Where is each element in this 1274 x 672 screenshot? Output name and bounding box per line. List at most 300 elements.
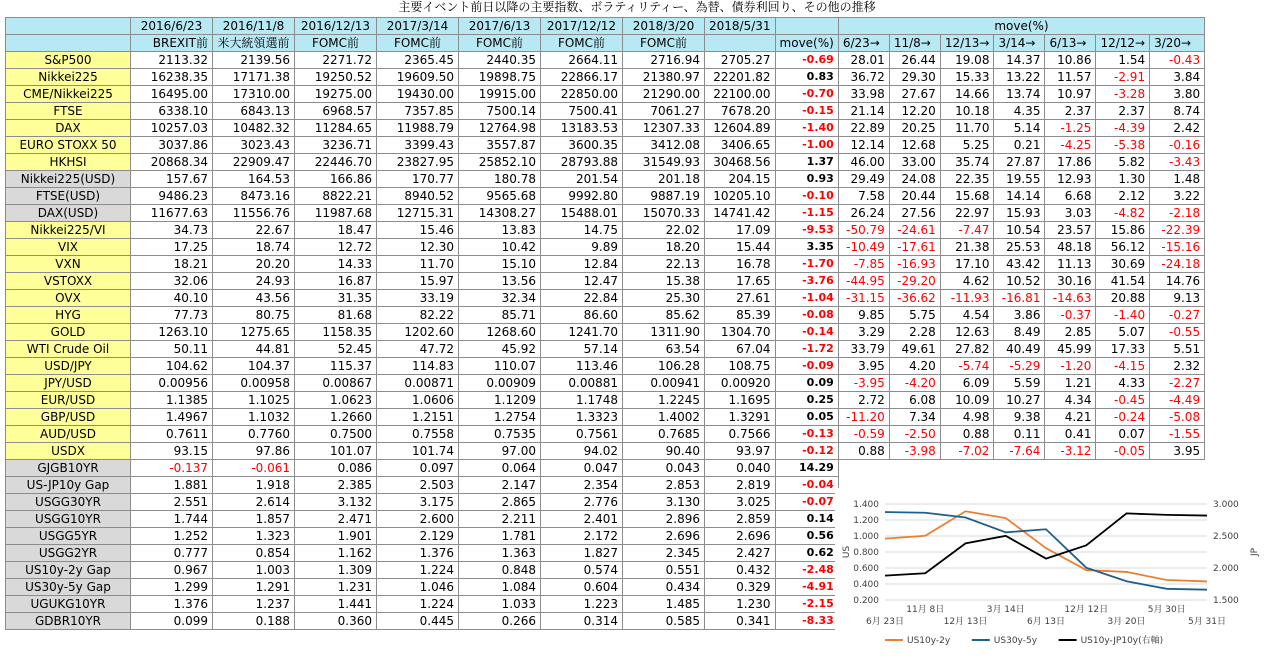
change-cell: -2.50: [889, 426, 940, 443]
value-cell: 19915.00: [459, 86, 541, 103]
value-cell: 7500.41: [541, 103, 623, 120]
change-cell: -1.20: [1045, 358, 1096, 375]
move-cell: 0.14: [775, 511, 838, 528]
value-cell: 22446.70: [295, 154, 377, 171]
change-cell: 12.20: [889, 103, 940, 120]
value-cell: 25852.10: [459, 154, 541, 171]
value-cell: 1.1748: [541, 392, 623, 409]
value-cell: 14308.27: [459, 205, 541, 222]
move-cell: 0.83: [775, 69, 838, 86]
value-cell: 1.2245: [623, 392, 705, 409]
y-left-tick-label: 0.200: [853, 596, 879, 606]
value-cell: 30468.56: [705, 154, 776, 171]
value-cell: 22100.00: [705, 86, 776, 103]
value-cell: 8822.21: [295, 188, 377, 205]
change-cell: 4.98: [940, 409, 994, 426]
change-cell: -0.37: [1045, 307, 1096, 324]
value-cell: 1.1025: [213, 392, 295, 409]
event-header: BREXIT前: [131, 35, 213, 52]
change-cell: 3.86: [994, 307, 1045, 324]
value-cell: 93.15: [131, 443, 213, 460]
value-cell: 0.00920: [705, 375, 776, 392]
row-label: OVX: [6, 290, 131, 307]
move-cell: -2.48: [775, 562, 838, 579]
event-header: FOMC前: [623, 35, 705, 52]
value-cell: 1.1385: [131, 392, 213, 409]
value-cell: 104.62: [131, 358, 213, 375]
change-cell: -36.62: [889, 290, 940, 307]
value-cell: 0.7685: [623, 426, 705, 443]
table-row: [6, 137, 1205, 154]
value-cell: 0.00871: [377, 375, 459, 392]
change-cell: 3.80: [1150, 86, 1205, 103]
change-cell: -10.49: [838, 239, 889, 256]
move-cell: -1.00: [775, 137, 838, 154]
value-cell: 0.040: [705, 460, 776, 477]
y-left-tick-label: 1.400: [853, 500, 879, 510]
value-cell: 1304.70: [705, 324, 776, 341]
value-cell: 86.60: [541, 307, 623, 324]
value-cell: 22201.82: [705, 69, 776, 86]
move-col-header: 12/13→: [940, 35, 994, 52]
value-cell: 0.047: [541, 460, 623, 477]
change-cell: 2.28: [889, 324, 940, 341]
value-cell: 1.4002: [623, 409, 705, 426]
change-cell: -3.95: [838, 375, 889, 392]
value-cell: 15.46: [377, 222, 459, 239]
value-cell: 57.14: [541, 341, 623, 358]
value-cell: 21290.00: [623, 86, 705, 103]
change-cell: 11.70: [940, 120, 994, 137]
value-cell: 3406.65: [705, 137, 776, 154]
value-cell: 47.72: [377, 341, 459, 358]
corner-cell: [6, 35, 131, 52]
value-cell: 15.97: [377, 273, 459, 290]
value-cell: 2.345: [623, 545, 705, 562]
value-cell: 32.34: [459, 290, 541, 307]
value-cell: 11987.68: [295, 205, 377, 222]
change-cell: -5.74: [940, 358, 994, 375]
change-cell: 40.49: [994, 341, 1045, 358]
value-cell: 63.54: [623, 341, 705, 358]
value-cell: 18.74: [213, 239, 295, 256]
table-row: [6, 86, 1205, 103]
change-cell: 2.37: [1045, 103, 1096, 120]
change-cell: 0.41: [1045, 426, 1096, 443]
series-line: [885, 511, 1207, 581]
value-cell: 2365.45: [377, 52, 459, 69]
table-row: [6, 324, 1205, 341]
value-cell: 1.224: [377, 562, 459, 579]
change-cell: 33.98: [838, 86, 889, 103]
value-cell: 80.75: [213, 307, 295, 324]
value-cell: 166.86: [295, 171, 377, 188]
value-cell: 1.2660: [295, 409, 377, 426]
row-label: EURO STOXX 50: [6, 137, 131, 154]
change-cell: 22.35: [940, 171, 994, 188]
value-cell: 15488.01: [541, 205, 623, 222]
x-tick-label: 6月 13日: [1026, 617, 1066, 627]
change-cell: 9.85: [838, 307, 889, 324]
event-header: FOMC前: [541, 35, 623, 52]
value-cell: 22850.00: [541, 86, 623, 103]
table-row: [6, 239, 1205, 256]
row-label: DAX: [6, 120, 131, 137]
change-cell: 4.34: [1045, 392, 1096, 409]
value-cell: 0.00867: [295, 375, 377, 392]
move-cell: -0.15: [775, 103, 838, 120]
value-cell: 22.84: [541, 290, 623, 307]
value-cell: 0.266: [459, 613, 541, 630]
value-cell: 1.1209: [459, 392, 541, 409]
y-right-tick-label: 2.500: [1213, 532, 1239, 542]
value-cell: 1.3323: [541, 409, 623, 426]
value-cell: 164.53: [213, 171, 295, 188]
value-cell: 2.819: [705, 477, 776, 494]
value-cell: 50.11: [131, 341, 213, 358]
change-cell: 56.12: [1096, 239, 1150, 256]
value-cell: 2139.56: [213, 52, 295, 69]
value-cell: 1.309: [295, 562, 377, 579]
move-cell: -9.53: [775, 222, 838, 239]
value-cell: 97.00: [459, 443, 541, 460]
change-cell: 49.61: [889, 341, 940, 358]
table-row: [6, 103, 1205, 120]
change-cell: 0.88: [838, 443, 889, 460]
change-cell: 5.82: [1096, 154, 1150, 171]
value-cell: 1.2754: [459, 409, 541, 426]
value-cell: 1158.35: [295, 324, 377, 341]
value-cell: 12.47: [541, 273, 623, 290]
change-cell: 43.42: [994, 256, 1045, 273]
value-cell: 113.46: [541, 358, 623, 375]
value-cell: 14.75: [541, 222, 623, 239]
change-cell: -2.91: [1096, 69, 1150, 86]
row-label: EUR/USD: [6, 392, 131, 409]
row-label: VIX: [6, 239, 131, 256]
value-cell: 22909.47: [213, 154, 295, 171]
value-cell: 0.604: [541, 579, 623, 596]
change-cell: 14.66: [940, 86, 994, 103]
change-cell: 12.93: [1045, 171, 1096, 188]
row-label: USGG2YR: [6, 545, 131, 562]
value-cell: 12307.33: [623, 120, 705, 137]
row-label: US30y-5y Gap: [6, 579, 131, 596]
change-cell: -15.16: [1150, 239, 1205, 256]
change-cell: 12.14: [838, 137, 889, 154]
change-cell: 0.21: [994, 137, 1045, 154]
value-cell: 12764.98: [459, 120, 541, 137]
value-cell: 45.92: [459, 341, 541, 358]
change-cell: 4.33: [1096, 375, 1150, 392]
value-cell: 1275.65: [213, 324, 295, 341]
value-cell: 2.354: [541, 477, 623, 494]
change-cell: -29.20: [889, 273, 940, 290]
value-cell: 19250.52: [295, 69, 377, 86]
y-right-axis-label: JP: [1250, 547, 1260, 557]
change-cell: 15.86: [1096, 222, 1150, 239]
value-cell: 201.18: [623, 171, 705, 188]
empty-cell: [838, 460, 889, 477]
change-cell: -3.43: [1150, 154, 1205, 171]
value-cell: 1.485: [623, 596, 705, 613]
change-cell: -0.05: [1096, 443, 1150, 460]
move-col-header: 6/23→: [838, 35, 889, 52]
value-cell: 3399.43: [377, 137, 459, 154]
value-cell: 0.314: [541, 613, 623, 630]
value-cell: 11284.65: [295, 120, 377, 137]
change-cell: 33.79: [838, 341, 889, 358]
move-cell: -0.69: [775, 52, 838, 69]
change-cell: -4.39: [1096, 120, 1150, 137]
value-cell: 1311.90: [623, 324, 705, 341]
value-cell: 2.776: [541, 494, 623, 511]
change-cell: 7.34: [889, 409, 940, 426]
value-cell: 12.30: [377, 239, 459, 256]
move-cell: -0.14: [775, 324, 838, 341]
value-cell: 1.084: [459, 579, 541, 596]
change-cell: 10.54: [994, 222, 1045, 239]
row-label: USDX: [6, 443, 131, 460]
value-cell: 0.329: [705, 579, 776, 596]
change-cell: 28.01: [838, 52, 889, 69]
change-cell: -2.27: [1150, 375, 1205, 392]
value-cell: 7678.20: [705, 103, 776, 120]
page-title: 主要イベント前日以降の主要指数、ボラティリティー、為替、債券利回り、その他の推移: [398, 0, 876, 14]
table-row: [6, 341, 1205, 358]
value-cell: 1.881: [131, 477, 213, 494]
row-label: USD/JPY: [6, 358, 131, 375]
move-cell: -0.12: [775, 443, 838, 460]
value-cell: 101.07: [295, 443, 377, 460]
change-cell: 3.95: [1150, 443, 1205, 460]
table-row: [6, 358, 1205, 375]
value-cell: 0.086: [295, 460, 377, 477]
table-row: [6, 375, 1205, 392]
value-cell: 1202.60: [377, 324, 459, 341]
value-cell: 0.445: [377, 613, 459, 630]
change-cell: 14.76: [1150, 273, 1205, 290]
empty-cell: [1045, 460, 1096, 477]
table-row: [6, 222, 1205, 239]
change-cell: -0.59: [838, 426, 889, 443]
change-cell: 14.37: [994, 52, 1045, 69]
value-cell: 22866.17: [541, 69, 623, 86]
value-cell: 0.7535: [459, 426, 541, 443]
value-cell: 10482.32: [213, 120, 295, 137]
value-cell: 115.37: [295, 358, 377, 375]
value-cell: 1.744: [131, 511, 213, 528]
value-cell: 2.859: [705, 511, 776, 528]
change-cell: 30.16: [1045, 273, 1096, 290]
value-cell: 3600.35: [541, 137, 623, 154]
y-right-tick-label: 2.000: [1213, 564, 1239, 574]
change-cell: -1.55: [1150, 426, 1205, 443]
move-group-header: move(%): [838, 18, 1204, 35]
value-cell: 10257.03: [131, 120, 213, 137]
value-cell: 1.291: [213, 579, 295, 596]
value-cell: 2.385: [295, 477, 377, 494]
y-left-tick-label: 0.600: [853, 564, 879, 574]
value-cell: 110.07: [459, 358, 541, 375]
value-cell: 77.73: [131, 307, 213, 324]
value-cell: 201.54: [541, 171, 623, 188]
value-cell: 11677.63: [131, 205, 213, 222]
move-cell: 0.09: [775, 375, 838, 392]
corner-cell: [6, 18, 131, 35]
move-cell: -0.70: [775, 86, 838, 103]
value-cell: 1.230: [705, 596, 776, 613]
value-cell: 2.696: [623, 528, 705, 545]
table-row: [6, 120, 1205, 137]
change-cell: 23.57: [1045, 222, 1096, 239]
value-cell: 2.551: [131, 494, 213, 511]
value-cell: 2.427: [705, 545, 776, 562]
y-left-axis-label: US: [842, 545, 852, 559]
value-cell: 0.188: [213, 613, 295, 630]
change-cell: 26.44: [889, 52, 940, 69]
value-cell: 2.172: [541, 528, 623, 545]
x-tick-label: 5月 30日: [1147, 605, 1186, 615]
change-cell: -0.55: [1150, 324, 1205, 341]
change-cell: 29.49: [838, 171, 889, 188]
empty-cell: [1096, 460, 1150, 477]
value-cell: 90.40: [623, 443, 705, 460]
value-cell: 1.857: [213, 511, 295, 528]
value-cell: 2.503: [377, 477, 459, 494]
move-cell: -8.33: [775, 613, 838, 630]
change-cell: 2.42: [1150, 120, 1205, 137]
change-cell: 4.20: [889, 358, 940, 375]
change-cell: 10.09: [940, 392, 994, 409]
change-cell: 10.97: [1045, 86, 1096, 103]
value-cell: 43.56: [213, 290, 295, 307]
value-cell: 11.70: [377, 256, 459, 273]
change-cell: 5.51: [1150, 341, 1205, 358]
value-cell: 3.132: [295, 494, 377, 511]
change-cell: 45.99: [1045, 341, 1096, 358]
change-cell: 12.63: [940, 324, 994, 341]
value-cell: 0.7611: [131, 426, 213, 443]
move-cell: -1.15: [775, 205, 838, 222]
value-cell: 7500.14: [459, 103, 541, 120]
value-cell: 0.854: [213, 545, 295, 562]
value-cell: 2.600: [377, 511, 459, 528]
value-cell: 2440.35: [459, 52, 541, 69]
change-cell: -14.63: [1045, 290, 1096, 307]
change-cell: -7.64: [994, 443, 1045, 460]
value-cell: 0.097: [377, 460, 459, 477]
value-cell: 21380.97: [623, 69, 705, 86]
value-cell: 3412.08: [623, 137, 705, 154]
value-cell: -0.061: [213, 460, 295, 477]
value-cell: 114.83: [377, 358, 459, 375]
x-tick-label: 12月 12日: [1064, 605, 1109, 615]
value-cell: 2.896: [623, 511, 705, 528]
value-cell: 2716.94: [623, 52, 705, 69]
value-cell: 3.130: [623, 494, 705, 511]
row-label: USGG10YR: [6, 511, 131, 528]
event-header-blank: [705, 35, 776, 52]
change-cell: 2.12: [1096, 188, 1150, 205]
row-label: USGG30YR: [6, 494, 131, 511]
chart-svg: [835, 488, 1270, 668]
value-cell: 0.00958: [213, 375, 295, 392]
value-cell: 13.56: [459, 273, 541, 290]
change-cell: 0.07: [1096, 426, 1150, 443]
move-cell: -3.76: [775, 273, 838, 290]
change-cell: 2.32: [1150, 358, 1205, 375]
value-cell: 12.84: [541, 256, 623, 273]
row-label: VXN: [6, 256, 131, 273]
change-cell: 12.68: [889, 137, 940, 154]
change-cell: -0.43: [1150, 52, 1205, 69]
value-cell: 1.224: [377, 596, 459, 613]
value-cell: 0.7500: [295, 426, 377, 443]
change-cell: -4.82: [1096, 205, 1150, 222]
change-cell: -4.25: [1045, 137, 1096, 154]
value-cell: 1.781: [459, 528, 541, 545]
row-label: Nikkei225(USD): [6, 171, 131, 188]
row-label: GDBR10YR: [6, 613, 131, 630]
change-cell: 7.58: [838, 188, 889, 205]
value-cell: 170.77: [377, 171, 459, 188]
row-label: Nikkei225/VI: [6, 222, 131, 239]
value-cell: 19898.75: [459, 69, 541, 86]
value-cell: 18.21: [131, 256, 213, 273]
value-cell: 180.78: [459, 171, 541, 188]
change-cell: 1.54: [1096, 52, 1150, 69]
value-cell: 1268.60: [459, 324, 541, 341]
value-cell: 1.4967: [131, 409, 213, 426]
value-cell: 12604.89: [705, 120, 776, 137]
change-cell: 24.08: [889, 171, 940, 188]
move-cell: 1.37: [775, 154, 838, 171]
value-cell: 8940.52: [377, 188, 459, 205]
value-cell: 1.231: [295, 579, 377, 596]
value-cell: 0.574: [541, 562, 623, 579]
row-label: GJGB10YR: [6, 460, 131, 477]
empty-cell: [994, 460, 1045, 477]
row-label: US10y-2y Gap: [6, 562, 131, 579]
value-cell: 20868.34: [131, 154, 213, 171]
value-cell: 9565.68: [459, 188, 541, 205]
value-cell: 0.434: [623, 579, 705, 596]
change-cell: 20.44: [889, 188, 940, 205]
change-cell: -50.79: [838, 222, 889, 239]
row-label: FTSE(USD): [6, 188, 131, 205]
value-cell: 44.81: [213, 341, 295, 358]
change-cell: -0.24: [1096, 409, 1150, 426]
change-cell: 13.22: [994, 69, 1045, 86]
value-cell: 67.04: [705, 341, 776, 358]
value-cell: 17.09: [705, 222, 776, 239]
value-cell: 0.064: [459, 460, 541, 477]
event-header: FOMC前: [295, 35, 377, 52]
change-cell: 9.13: [1150, 290, 1205, 307]
move-cell: 0.05: [775, 409, 838, 426]
value-cell: 16.87: [295, 273, 377, 290]
change-cell: 5.07: [1096, 324, 1150, 341]
move-cell: -1.72: [775, 341, 838, 358]
value-cell: 11556.76: [213, 205, 295, 222]
change-cell: 27.82: [940, 341, 994, 358]
change-cell: -11.20: [838, 409, 889, 426]
change-cell: 14.14: [994, 188, 1045, 205]
value-cell: 0.00941: [623, 375, 705, 392]
value-cell: 94.02: [541, 443, 623, 460]
value-cell: -0.137: [131, 460, 213, 477]
